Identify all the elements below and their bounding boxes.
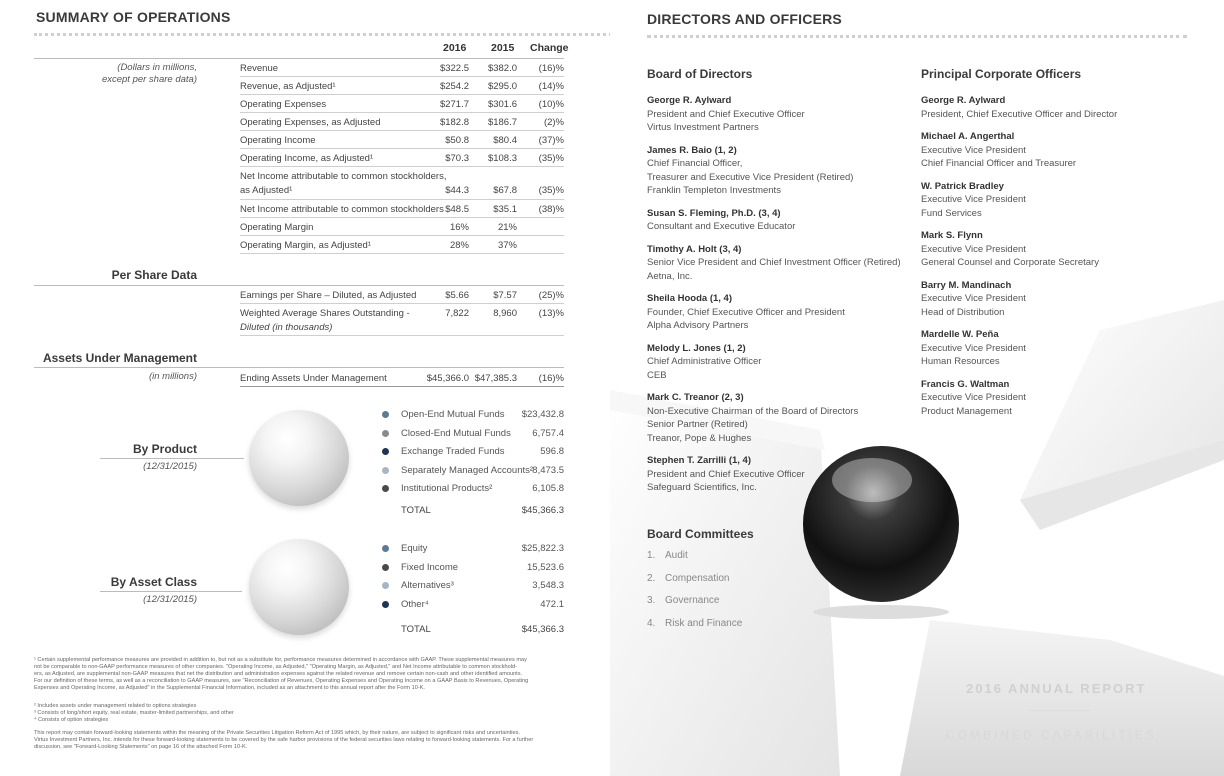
legend-label: Equity — [401, 543, 428, 554]
person-name: Barry M. Mandinach — [921, 279, 1012, 291]
annual-report-rule — [1030, 710, 1090, 711]
value-2015: $301.6 — [487, 99, 517, 110]
person-title: Fund Services — [921, 207, 982, 219]
aum-note: (in millions) — [148, 371, 197, 382]
person-name: W. Patrick Bradley — [921, 180, 1004, 192]
person-title: Chief Financial Officer, — [647, 158, 743, 169]
committee-number: 2. — [647, 572, 656, 584]
person-title: Executive Vice President — [921, 194, 1026, 205]
person-title: Executive Vice President — [921, 392, 1026, 403]
legend-label: Closed-End Mutual Funds — [401, 427, 511, 439]
person-title: Executive Vice President — [921, 144, 1026, 156]
committee-name: Governance — [665, 595, 720, 607]
legend-value: 596.8 — [540, 446, 564, 457]
aum-2015: $47,385.3 — [474, 373, 517, 384]
right-page — [610, 0, 1224, 776]
person-name: Mark C. Treanor (2, 3) — [647, 392, 744, 403]
value-2016: 7,822 — [445, 308, 469, 319]
person-name: Sheila Hooda (1, 4) — [647, 293, 732, 304]
committee-item — [647, 573, 729, 584]
col-change: Change — [530, 42, 569, 54]
person-title: Product Management — [921, 405, 1012, 417]
person-title: Treanor, Pope & Hughes — [647, 432, 752, 444]
legend-label: Separately Managed Accounts² — [401, 464, 534, 476]
legend-value: $25,822.3 — [521, 543, 564, 554]
row-label: Revenue — [240, 63, 279, 74]
by-product-rule — [100, 458, 244, 459]
person-name: Susan S. Fleming, Ph.D. (3, 4) — [647, 207, 781, 219]
value-2016: $50.8 — [445, 135, 469, 146]
legend-value: 6,757.4 — [532, 427, 564, 439]
person-title: Alpha Advisory Partners — [647, 320, 749, 331]
row-label: Earnings per Share – Diluted, as Adjusted — [240, 290, 417, 301]
table-row — [240, 304, 564, 336]
by-asset-total-label: TOTAL — [401, 624, 431, 635]
ops-note-line2: except per share data) — [101, 74, 197, 85]
legend-item — [382, 560, 564, 576]
footnote-2: ² Includes assets under management related to options strategies — [34, 703, 197, 709]
ops-note-line1: (Dollars in millions, — [117, 62, 197, 73]
person-name: James R. Baio (1, 2) — [647, 144, 737, 156]
row-label: Weighted Average Shares Outstanding - — [240, 308, 410, 319]
person-name: Stephen T. Zarrilli (1, 4) — [647, 455, 751, 466]
row-label: Operating Expenses — [240, 99, 327, 110]
value-change: (35)% — [538, 185, 564, 196]
value-2015: $67.8 — [493, 185, 517, 196]
person-entry — [921, 328, 1026, 369]
footnote-1-line: ¹ Certain supplemental performance measures are provided in addition to, but not as a substitute for, performance measures determined in accordance with GAAP. These supplemental measures may — [34, 657, 527, 663]
row-label-top: Net Income attributable to common stockholders, — [240, 171, 447, 182]
person-title: Executive Vice President — [921, 243, 1026, 255]
person-entry — [647, 342, 761, 383]
person-title: Senior Vice President and Chief Investment Officer (Retired) — [647, 257, 901, 268]
person-title: Aetna, Inc. — [647, 270, 693, 282]
row-label: Operating Margin, as Adjusted¹ — [240, 240, 371, 251]
by-asset-heading: By Asset Class — [110, 575, 197, 589]
person-title: Consultant and Executive Educator — [647, 221, 796, 232]
person-title: Non-Executive Chairman of the Board of Directors — [647, 405, 859, 417]
person-title: President, Chief Executive Officer and Director — [921, 108, 1118, 120]
white-block-bottom — [900, 620, 1224, 776]
value-change: (25)% — [538, 290, 564, 301]
person-entry — [647, 454, 805, 495]
footnote-1 — [34, 657, 564, 692]
legend-item — [382, 481, 564, 497]
forward-looking-line: This report may contain forward-looking statements within the meaning of the Private Securities Litigation Reform Act of 1995 which, by their nature, are subject to significant risks and uncertainties. — [34, 730, 520, 736]
committee-name: Risk and Finance — [665, 618, 743, 630]
value-change: (14)% — [538, 81, 564, 92]
table-row — [240, 149, 564, 167]
value-change: (38)% — [538, 204, 564, 215]
legend-label: Fixed Income — [401, 561, 459, 573]
legend-item — [382, 597, 564, 613]
committee-number: 4. — [647, 618, 656, 630]
pearl-product-image — [249, 410, 349, 506]
summary-title: SUMMARY OF OPERATIONS — [36, 9, 231, 25]
footnote-1-line: For our definition of these terms, as well as a reconciliation to GAAP measures, see "Reconciliation of Revenues, Operating Expenses and Operating Income on a GAAP Basis to Revenues, Operating — [34, 678, 529, 684]
row-label: Operating Income, as Adjusted¹ — [240, 153, 374, 164]
person-entry — [647, 243, 901, 284]
by-product-total — [401, 505, 564, 516]
person-title: Chief Administrative Officer — [647, 356, 762, 367]
legend-swatch — [382, 467, 389, 474]
forward-looking-line: Virtus Investment Partners, Inc. intends for these forward-looking statements to be covered by the safe harbor provisions of the federal securities laws relating to forward-looking statements. For a further — [34, 737, 534, 743]
legend-label: Open-End Mutual Funds — [401, 409, 505, 420]
directors-divider — [647, 35, 1187, 38]
value-change: (37)% — [538, 135, 564, 146]
legend-swatch — [382, 601, 389, 608]
col-2015: 2015 — [491, 42, 515, 54]
aum-row — [240, 369, 564, 387]
value-2016: $48.5 — [445, 204, 469, 215]
left-page — [0, 0, 610, 776]
committee-name: Compensation — [665, 572, 730, 584]
value-2016: $5.66 — [445, 290, 469, 301]
value-2015: $108.3 — [487, 153, 517, 164]
person-title: President and Chief Executive Officer — [647, 468, 805, 480]
legend-swatch — [382, 545, 389, 552]
committee-item — [647, 550, 688, 561]
person-entry — [647, 292, 845, 333]
by-product-heading: By Product — [132, 442, 197, 456]
value-2015: 37% — [497, 240, 517, 251]
pearl-asset-image — [249, 539, 349, 635]
value-change: (35)% — [538, 153, 564, 164]
table-row — [240, 167, 564, 200]
table-row — [240, 77, 564, 95]
person-title: Treasurer and Executive Vice President (Retired) — [647, 171, 854, 183]
annual-report-title: 2016 ANNUAL REPORT — [966, 681, 1147, 696]
table-row — [240, 131, 564, 149]
board-title: Board of Directors — [647, 67, 753, 81]
person-title: Head of Distribution — [921, 306, 1005, 318]
person-entry — [921, 180, 1026, 221]
by-asset-date: (12/31/2015) — [143, 594, 197, 605]
by-asset-rule — [100, 591, 242, 592]
legend-value: 3,548.3 — [532, 580, 564, 591]
aum-heading: Assets Under Management — [42, 351, 197, 365]
legend-swatch — [382, 430, 389, 437]
value-2015: $35.1 — [493, 204, 517, 215]
committee-number: 1. — [647, 550, 656, 561]
person-title: Human Resources — [921, 356, 1000, 367]
legend-label: Exchange Traded Funds — [401, 446, 505, 457]
person-name: George R. Aylward — [647, 95, 732, 106]
value-2015: $7.57 — [493, 290, 517, 301]
person-title: Founder, Chief Executive Officer and President — [647, 306, 845, 318]
footnote-1-line: Expenses and Operating Income, as Adjusted" in the Supplemental Financial Information, included as an attachment to this annual report after the Form 10-K. — [34, 685, 425, 691]
person-title: Virtus Investment Partners — [647, 122, 759, 133]
value-change: (13)% — [538, 308, 564, 319]
value-2016: $322.5 — [439, 63, 469, 74]
value-2016: 16% — [449, 222, 469, 233]
value-2015: $186.7 — [487, 117, 517, 128]
legend-label: Alternatives³ — [401, 580, 454, 591]
legend-label: Institutional Products² — [401, 483, 493, 494]
person-entry — [921, 378, 1026, 419]
table-row — [240, 218, 564, 236]
value-2015: $382.0 — [487, 63, 517, 74]
footnote-3: ³ Consists of long/short equity, real estate, master-limited partnerships, and other — [34, 710, 234, 716]
legend-value: $23,432.8 — [521, 409, 564, 420]
legend-swatch — [382, 448, 389, 455]
person-entry — [921, 279, 1026, 320]
table-row — [240, 200, 564, 218]
person-entry — [647, 94, 805, 135]
committee-number: 3. — [647, 595, 656, 607]
committee-item — [647, 618, 742, 629]
value-2015: 21% — [497, 222, 517, 233]
table-row — [240, 59, 564, 77]
legend-value: 8,473.5 — [532, 464, 564, 476]
person-entry — [647, 144, 853, 198]
legend-value: 6,105.8 — [532, 483, 564, 494]
row-label: Operating Income — [240, 135, 316, 146]
legend-item — [382, 407, 564, 423]
table-row — [240, 113, 564, 131]
footnote-4: ⁴ Consists of option strategies — [34, 717, 109, 723]
person-title: Franklin Templeton Investments — [647, 185, 781, 196]
legend-item — [382, 463, 564, 479]
tagline: COMBINED CAPABILITIES — [946, 728, 1157, 742]
person-entry — [921, 229, 1099, 270]
value-2016: $70.3 — [445, 153, 469, 164]
committee-name: Audit — [665, 550, 688, 561]
value-2015: 8,960 — [493, 308, 517, 319]
table-row — [240, 286, 564, 304]
value-2015: $295.0 — [487, 81, 517, 92]
person-title: Executive Vice President — [921, 293, 1026, 304]
committee-item — [647, 595, 719, 606]
ops-note — [60, 62, 197, 86]
by-product-date: (12/31/2015) — [143, 461, 197, 472]
aum-label: Ending Assets Under Management — [240, 373, 387, 384]
col-2016: 2016 — [443, 42, 467, 54]
person-title: Senior Partner (Retired) — [647, 419, 748, 430]
row-label: Operating Margin — [240, 222, 314, 233]
forward-looking-line: discussion, see "Forward-Looking Statements" on page 16 of the attached Form 10-K. — [34, 744, 248, 750]
legend-item — [382, 578, 564, 594]
ball-shadow — [813, 605, 949, 619]
person-title: General Counsel and Corporate Secretary — [921, 257, 1099, 268]
by-product-total-label: TOTAL — [401, 505, 431, 516]
footnote-1-line: not be comparable to non-GAAP performance measures of other companies. "Operating Income, as Adjusted," "Operating Margin, as Adjusted," and Net Income attributable to common stockhold- — [34, 664, 517, 670]
row-label: Operating Expenses, as Adjusted — [240, 117, 381, 128]
person-name: Mark S. Flynn — [921, 230, 983, 241]
legend-value: 15,523.6 — [527, 561, 564, 573]
person-title: CEB — [647, 369, 667, 381]
person-name: Timothy A. Holt (3, 4) — [647, 243, 742, 255]
person-entry — [921, 94, 1117, 121]
legend-label: Other⁴ — [401, 598, 429, 610]
legend-value: 472.1 — [540, 598, 564, 610]
officers-title: Principal Corporate Officers — [921, 67, 1082, 81]
person-title: President and Chief Executive Officer — [647, 108, 805, 120]
person-name: Melody L. Jones (1, 2) — [647, 342, 746, 354]
person-title: Safeguard Scientifics, Inc. — [647, 482, 757, 493]
value-change: (10)% — [538, 99, 564, 110]
per-share-heading: Per Share Data — [111, 268, 197, 282]
forward-looking-note — [34, 730, 564, 751]
person-entry — [921, 130, 1076, 171]
value-2016: $254.2 — [439, 81, 469, 92]
title-divider — [34, 33, 612, 36]
value-2016: $44.3 — [445, 185, 469, 196]
directors-title: DIRECTORS AND OFFICERS — [647, 11, 842, 27]
table-row — [240, 236, 564, 254]
committees-title: Board Committees — [647, 527, 754, 541]
row-label: Net Income attributable to common stockholders — [240, 204, 444, 215]
by-asset-total — [401, 624, 564, 635]
person-name: Francis G. Waltman — [921, 378, 1010, 390]
aum-2016: $45,366.0 — [426, 373, 469, 384]
aum-rule — [34, 367, 564, 368]
row-label: Revenue, as Adjusted¹ — [240, 81, 336, 92]
aum-change: (16)% — [538, 373, 564, 384]
value-2015: $80.4 — [493, 135, 517, 146]
legend-item — [382, 426, 564, 442]
row-label-sub: Diluted (in thousands) — [240, 322, 333, 333]
by-asset-total-value: $45,366.3 — [521, 624, 564, 635]
person-title: Chief Financial Officer and Treasurer — [921, 158, 1077, 169]
value-change: (16)% — [538, 63, 564, 74]
table-row — [240, 95, 564, 113]
legend-item — [382, 541, 564, 557]
legend-swatch — [382, 582, 389, 589]
person-entry — [647, 391, 858, 445]
person-title: Executive Vice President — [921, 342, 1026, 354]
by-product-total-value: $45,366.3 — [521, 505, 564, 516]
value-2016: $182.8 — [439, 117, 469, 128]
row-label: as Adjusted¹ — [240, 185, 293, 196]
sphere-highlight — [832, 458, 912, 502]
value-2016: $271.7 — [439, 99, 469, 110]
person-name: George R. Aylward — [921, 95, 1006, 106]
footnote-1-line: ers, as Adjusted, are supplemental non-GAAP measures that net the distribution and administration expenses against the related revenue and remove certain non-cash and other identified amounts. — [34, 671, 523, 677]
person-name: Mardelle W. Peña — [921, 329, 999, 340]
legend-item — [382, 444, 564, 460]
person-entry — [647, 207, 795, 234]
legend-swatch — [382, 411, 389, 418]
person-name: Michael A. Angerthal — [921, 131, 1015, 142]
value-change: (2)% — [543, 117, 564, 128]
legend-swatch — [382, 564, 389, 571]
value-2016: 28% — [449, 240, 469, 251]
legend-swatch — [382, 485, 389, 492]
